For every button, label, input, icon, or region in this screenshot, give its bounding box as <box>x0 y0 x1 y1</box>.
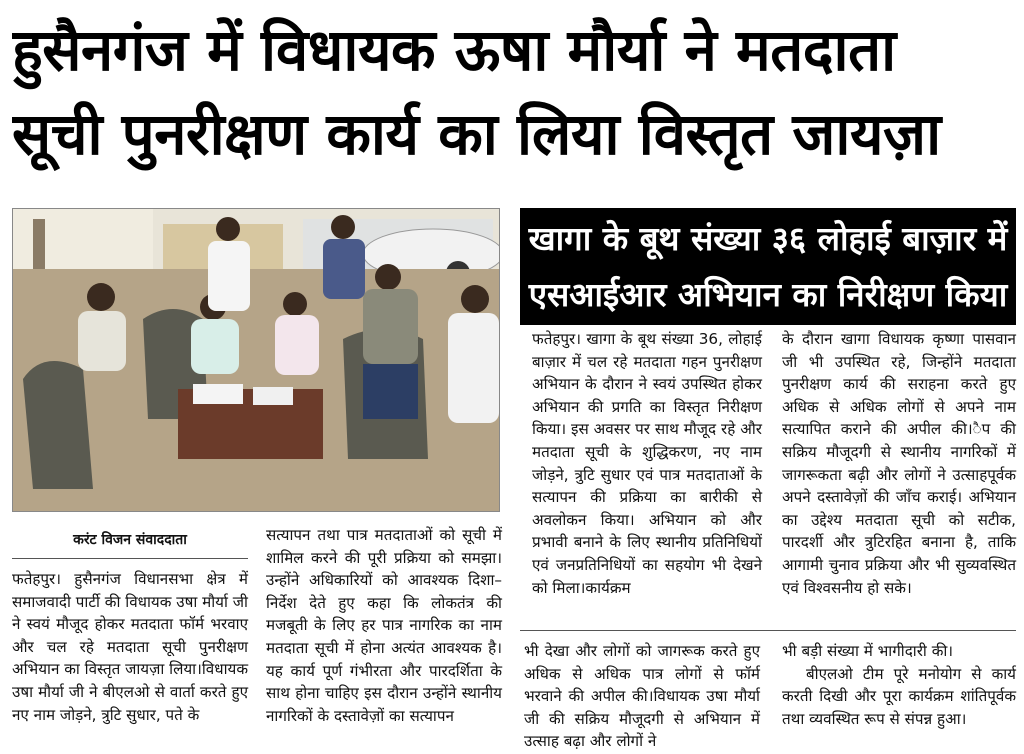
article1-column-1 <box>12 568 248 726</box>
sub-headline-box <box>520 208 1016 325</box>
article1-col3-text: भी देखा और लोगों को जागरूक करते हुए अधिक से अधिक पात्र लोगों से फॉर्म भरवाने की अपील की।विधायक उषा मौर्या जी की सक्रिय मौजूदगी से अभियान में उत्साह बढ़ा और लोगों ने <box>524 642 760 751</box>
headline-line-2: सूची पुनरीक्षण कार्य का लिया विस्तृत जायज़ा <box>12 100 941 168</box>
photo-illustration <box>13 209 499 511</box>
article2-column-1 <box>532 328 762 599</box>
byline-rule <box>12 558 248 559</box>
byline: करंट विजन संवाददाता <box>73 532 187 548</box>
article2-col2-text: के दौरान खागा विधायक कृष्णा पासवान जी भी उपस्थित रहे, जिन्होंने मतदाता पुनरीक्षण कार्य की सराहना करते हुए अधिक से अधिक लोगों से अपने नाम सत्यापित कराने की अपील की।ैप की सक्रिय मौजूदगी से स्थानीय नागरिकों में जागरूकता बढ़ी और लोगों ने उत्साहपूर्वक अपने दस्तावेज़ों की जाँच कराई। अभियान का उद्देश्य मतदाता सूची को सटीक, पारदर्शी और त्रुटिरहित बनाना है, ताकि आगामी चुनाव प्रक्रिया और भी सुव्यवस्थित एवं विश्वसनीय हो सके। <box>782 330 1016 597</box>
main-headline <box>12 8 1012 176</box>
article1-column-2 <box>266 524 502 727</box>
article2-column-2 <box>782 328 1016 599</box>
article1-column-4 <box>782 640 1016 730</box>
headline-line-1: हुसैनगंज में विधायक ऊषा मौर्या ने मतदाता <box>12 16 896 84</box>
article1-col2-text: सत्यापन तथा पात्र मतदाताओं को सूची में शामिल करने की पूरी प्रक्रिया को समझा। उन्होंने अधिकारियों को आवश्यक दिशा–निर्देश देते हुए कहा कि लोकतंत्र की मजबूती के लिए हर पात्र नागरिक का नाम मतदाता सूची में होना अत्यंत आवश्यक है। यह कार्य पूर्ण गंभीरता और पारदर्शिता के साथ होना चाहिए इस दौरान उन्होंने स्थानीय नागरिकों के दस्तावेज़ों का सत्यापन <box>266 526 502 725</box>
article2-col1-text: फतेहपुर। खागा के बूथ संख्या 36, लोहाई बाज़ार में चल रहे मतदाता गहन पुनरीक्षण अभियान के दौरान ने स्वयं उपस्थित होकर अभियान की प्रगति का विस्तृत निरीक्षण किया। इस अवसर पर साथ मौजूद रहे और मतदाता सूची के शुद्धिकरण, नए नाम जोड़ने, त्रुटि सुधार एवं पात्र मतदाताओं के सत्यापन की प्रक्रिया का बारीकी से अवलोकन किया। अभियान को और प्रभावी बनाने के लिए स्थानीय प्रतिनिधियों एवं जनप्रतिनिधियों का सहयोग भी देखने को मिला।कार्यक्रम <box>532 330 762 597</box>
article1-column-3 <box>524 640 760 753</box>
article1-col1-text: फतेहपुर। हुसैनगंज विधानसभा क्षेत्र में समाजवादी पार्टी की विधायक उषा मौर्या जी ने स्वयं मौजूद होकर मतदाता फॉर्म भरवाए और चल रहे मतदाता सूची पुनरीक्षण अभियान का विस्तृत जायज़ा लिया।विधायक उषा मौर्या जी ने बीएलओ से वार्ता करते हुए नए नाम जोड़ने, त्रुटि सुधार, पते के <box>12 570 248 724</box>
article-divider <box>520 630 1016 631</box>
subhead-line-2: एसआईआर अभियान का निरीक्षण किया <box>528 275 1008 314</box>
article1-col4-para-1: भी बड़ी संख्या में भागीदारी की। <box>782 642 954 660</box>
news-photo <box>12 208 500 512</box>
subhead-line-1: खागा के बूथ संख्या ३६ लोहाई बाज़ार में <box>528 219 1008 258</box>
article1-col4-para-2: बीएलओ टीम पूरे मनोयोग से कार्य करती दिखी और पूरा कार्यक्रम शांतिपूर्वक तथा व्यवस्थित रूप से संपन्न हुआ। <box>782 664 1016 728</box>
